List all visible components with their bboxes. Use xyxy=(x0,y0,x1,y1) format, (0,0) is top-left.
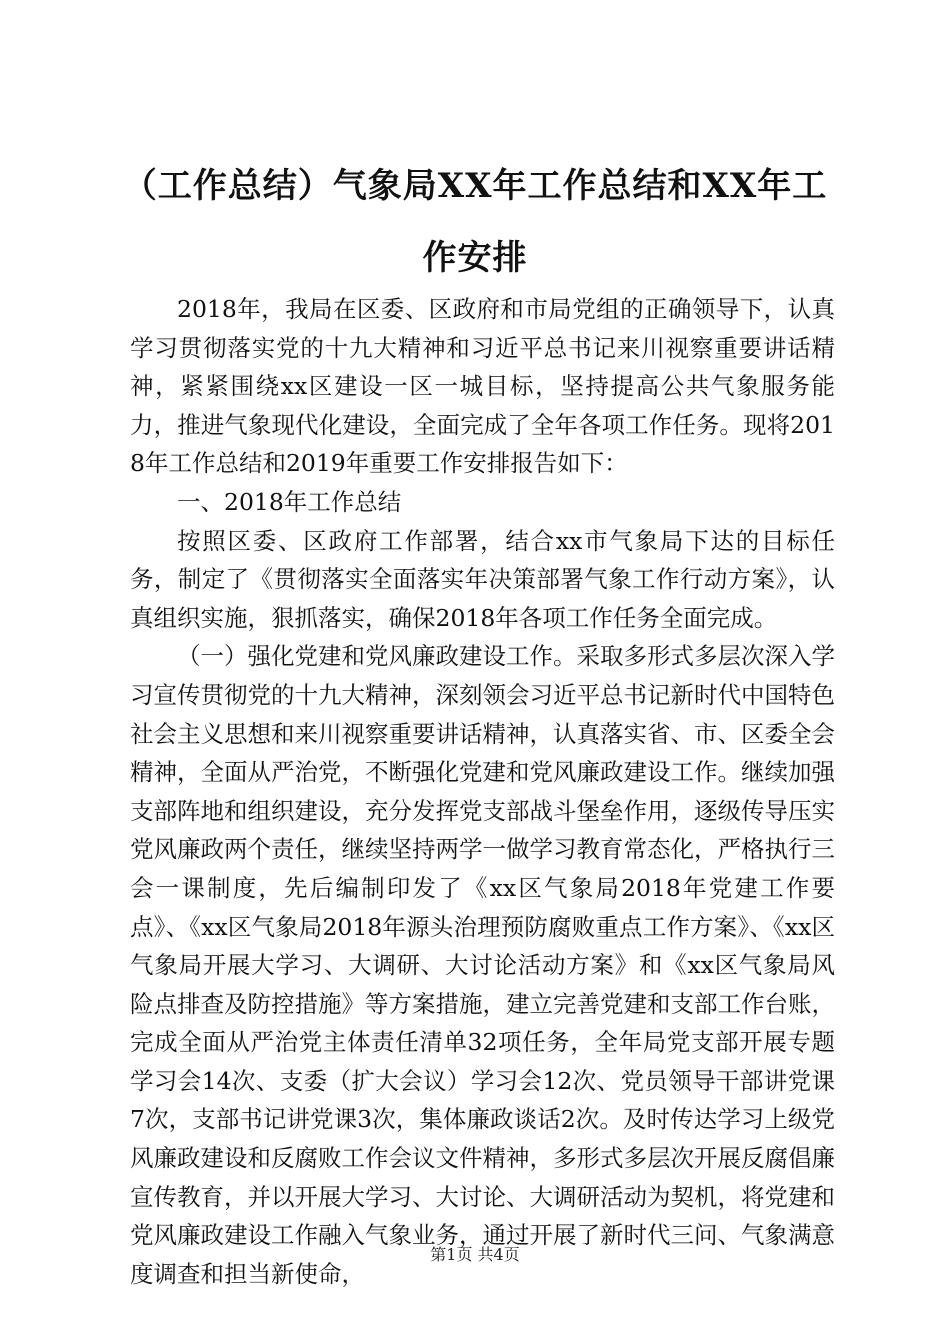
summary-paragraph: 按照区委、区政府工作部署，结合xx市气象局下达的目标任务，制定了《贯彻落实全面落实年决策部署气象工作行动方案》，认真组织实施，狠抓落实，确保2018年各项工作任务全面完成。 xyxy=(130,526,835,632)
page-number-footer: 第1页 共4页 xyxy=(430,1245,520,1264)
document-body xyxy=(130,290,835,1293)
section-heading: 一、2018年工作总结 xyxy=(177,487,402,516)
document-title-line-1: （工作总结）气象局XX年工作总结和XX年工 xyxy=(122,166,828,206)
document-title-line-2: 作安排 xyxy=(422,238,528,278)
party-building-paragraph: （一）强化党建和党风廉政建设工作。采取多形式多层次深入学习宣传贯彻党的十九大精神，深刻领会习近平总书记新时代中国特色社会主义思想和来川视察重要讲话精神，认真落实省、市、区委全会精神，全面从严治党，不断强化党建和党风廉政建设工作。继续加强支部阵地和组织建设，充分发挥党支部战斗堡垒作用，逐级传导压实党风廉政两个责任，继续坚持两学一做学习教育常态化，严格执行三会一课制度，先后编制印发了《xx区气象局2018年党建工作要点》、《xx区气象局2018年源头治理预防腐败重点工作方案》、《xx区气象局开展大学习、大调研、大讨论活动方案》和《xx区气象局风险点排查及防控措施》等方案措施，建立完善党建和支部工作台账，完成全面从严治党主体责任清单32项任务，全年局党支部开展专题学习会14次、支委（扩大会议）学习会12次、党员领导干部讲党课7次，支部书记讲党课3次，集体廉政谈话2次。及时传达学习上级党风廉政建设和反腐败工作会议文件精神，多形式多层次开展反腐倡廉宣传教育，并以开展大学习、大讨论、大调研活动为契机，将党建和党风廉政建设工作融入气象业务，通过开展了新时代三问、气象满意度调查和担当新使命， xyxy=(130,642,835,1288)
intro-paragraph: 2018年，我局在区委、区政府和市局党组的正确领导下，认真学习贯彻落实党的十九大精神和习近平总书记来川视察重要讲话精神，紧紧围绕xx区建设一区一城目标，坚持提高公共气象服务能力，推进气象现代化建设，全面完成了全年各项工作任务。现将2018年工作总结和2019年重要工作安排报告如下： xyxy=(130,295,835,478)
